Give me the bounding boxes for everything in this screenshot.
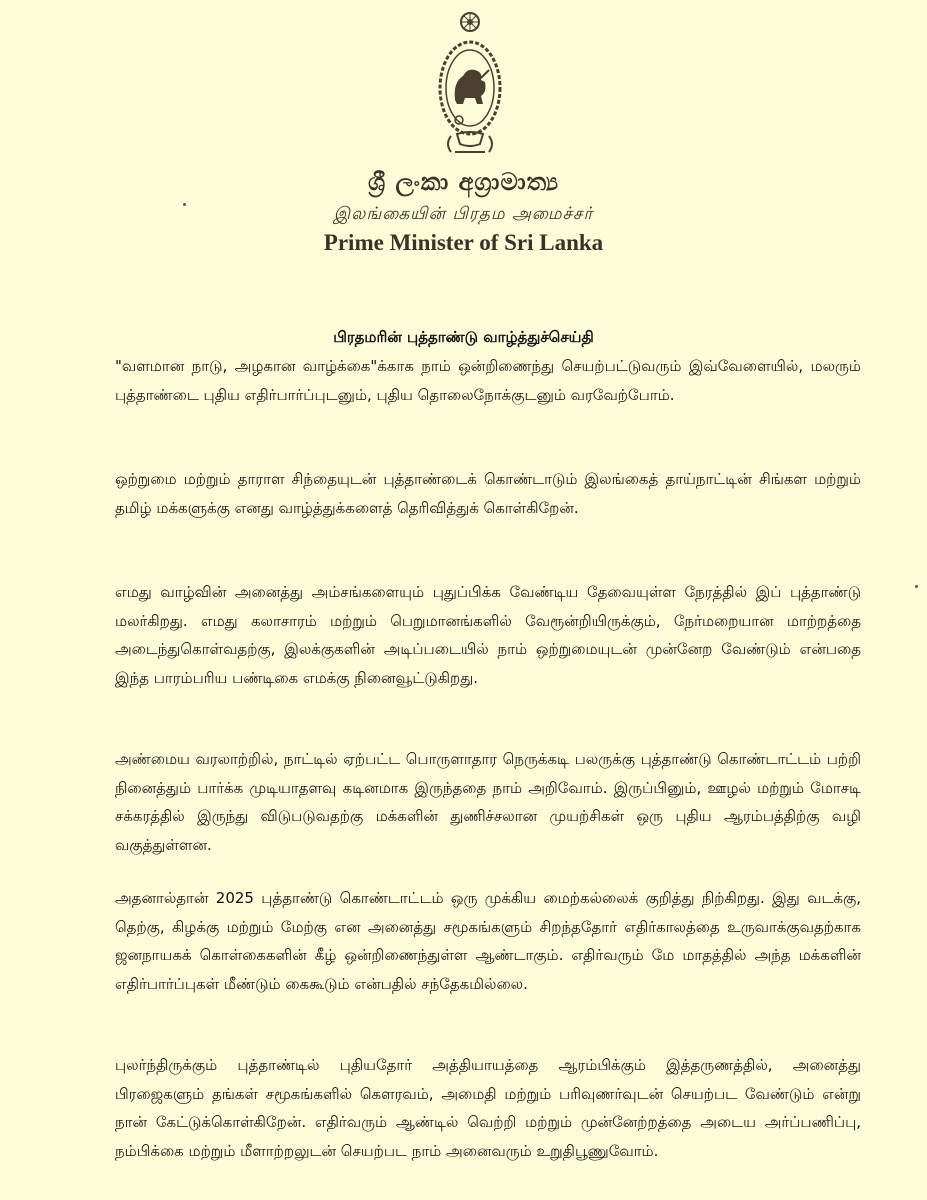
paragraph-4: அண்மைய வரலாற்றில், நாட்டில் ஏற்பட்ட பொருளாதார நெருக்கடி பலருக்கு புத்தாண்டு கொண்டாட்டம் பற்றி நினைத்தும் பார்க்க முடியாதளவு கடினமாக இருந்ததை நாம் அறிவோம். இருப்பினும், ஊழல் மற்றும் மோசடி சக்கரத்தில் இருந்து விடுபடுவதற்கு மக்களின் துணிச்சலான முயற்சிகள் ஒரு புதிய ஆரம்பத்திற்கு வழி வகுத்துள்ளன. [115,750,861,854]
national-emblem-icon [437,8,503,158]
paragraph-3: எமது வாழ்வின் அனைத்து அம்சங்களையும் புதுப்பிக்க வேண்டிய தேவையுள்ள நேரத்தில் இப் புத்தாண்டு மலர்கிறது. எமது கலாசாரம் மற்றும் பெறுமானங்களில் வேரூன்றியிருக்கும், நேர்மறையான மாற்றத்தை அடைந்துகொள்வதற்கு, இலக்குகளின் அடிப்படையில் நாம் ஒற்றுமையுடன் முன்னேற வேண்டும் என்பதை இந்த பாரம்பரிய பண்டிகை எமக்கு நினைவூட்டுகிறது. [115,583,861,687]
paragraph-5: அதனால்தான் 2025 புத்தாண்டு கொண்டாட்டம் ஒரு முக்கிய மைற்கல்லைக் குறித்து நிற்கிறது. இது வடக்கு, தெற்கு, கிழக்கு மற்றும் மேற்கு என அனைத்து சமூகங்களும் சிறந்ததோர் எதிர்காலத்தை உருவாக்குவதற்காக ஜனநாயகக் கொள்கைகளின் கீழ் ஒன்றிணைந்துள்ள ஆண்டாகும். எதிர்வரும் மே மாதத்தில் அந்த மக்களின் எதிர்பார்ப்புகள் மீண்டும் கைகூடும் என்பதில் சந்தேகமில்லை. [115,889,861,993]
letterhead-tamil: இலங்கையின் பிரதம அமைச்சர் [333,204,594,224]
paragraph-2: ஒற்றுமை மற்றும் தாராள சிந்தையுடன் புத்தாண்டைக் கொண்டாடும் இலங்கைத் தாய்நாட்டின் சிங்கள மற்றும் தமிழ் மக்களுக்கு எனது வாழ்த்துக்களைத் தெரிவித்துக் கொள்கிறேன். [115,470,861,517]
letterhead-sinhala: ශ්‍රී ලංකා අග්‍රාමාත්‍ය [367,168,560,196]
scan-speck [183,203,186,206]
scan-speck [915,585,918,588]
paragraph-6: புலர்ந்திருக்கும் புத்தாண்டில் புதியதோர் அத்தியாயத்தை ஆரம்பிக்கும் இத்தருணத்தில், அனைத்து பிரஜைகளும் தங்கள் சமூகங்களில் கௌரவம், அமைதி மற்றும் பரிவுணர்வுடன் செயற்பட வேண்டும் என்று நான் கேட்டுக்கொள்கிறேன். எதிர்வரும் ஆண்டில் வெற்றி மற்றும் முன்னேற்றத்தை அடைய அர்ப்பணிப்பு, நம்பிக்கை மற்றும் மீளாற்றலுடன் செயற்பட நாம் அனைவரும் உறுதிபூணுவோம். [115,1056,861,1160]
document-title: பிரதமரின் புத்தாண்டு வாழ்த்துச்செய்தி [333,328,594,346]
paragraph-1: "வளமான நாடு, அழகான வாழ்க்கை"க்காக நாம் ஒன்றிணைந்து செயற்பட்டுவரும் இவ்வேளையில், மலரும் புத்தாண்டை புதிய எதிர்பார்ப்புடனும், புதிய தொலைநோக்குடனும் வரவேற்போம். [115,357,861,404]
letterhead-english: Prime Minister of Sri Lanka [323,230,604,255]
